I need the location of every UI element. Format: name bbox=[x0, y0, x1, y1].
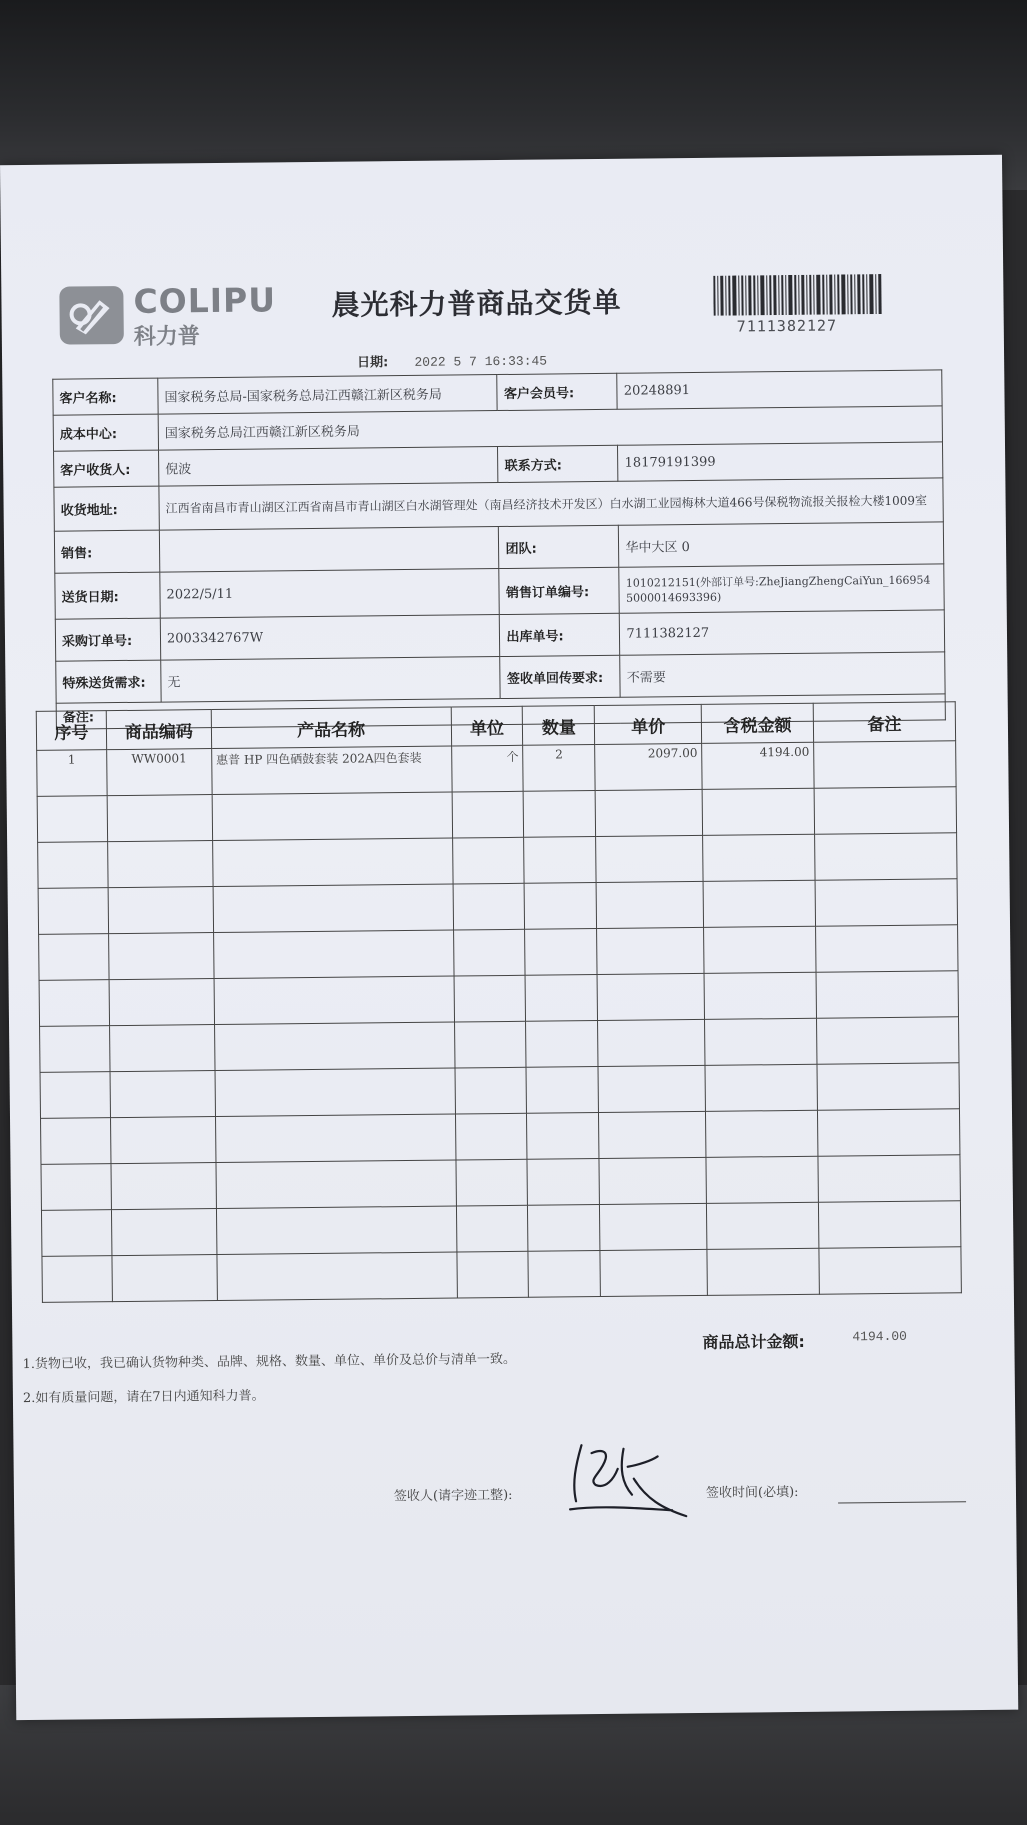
total-label: 商品总计金额: bbox=[702, 1331, 805, 1352]
empty-cell bbox=[817, 1017, 959, 1064]
item-name: 惠普 HP 四色硒鼓套装 202A四色套装 bbox=[211, 746, 451, 795]
empty-cell bbox=[818, 1109, 960, 1156]
sign-time-line bbox=[838, 1501, 966, 1503]
receiver-label: 客户收货人: bbox=[54, 450, 159, 487]
empty-cell bbox=[214, 976, 454, 1025]
document-title: 晨光科力普商品交货单 bbox=[331, 285, 622, 322]
receipt-value: 不需要 bbox=[620, 652, 945, 697]
team-label: 团队: bbox=[499, 525, 619, 568]
empty-cell bbox=[524, 837, 596, 884]
empty-cell bbox=[42, 1256, 112, 1303]
empty-cell bbox=[815, 879, 957, 926]
logo-text-cn: 科力普 bbox=[133, 324, 200, 350]
empty-cell bbox=[525, 975, 597, 1022]
empty-cell bbox=[707, 1248, 819, 1295]
empty-cell bbox=[41, 1210, 111, 1257]
empty-cell bbox=[39, 980, 109, 1027]
contact-value: 18179191399 bbox=[618, 442, 943, 481]
empty-cell bbox=[526, 1021, 598, 1068]
empty-cell bbox=[703, 834, 815, 881]
empty-cell bbox=[215, 1114, 455, 1163]
address-label: 收货地址: bbox=[54, 486, 159, 531]
empty-cell bbox=[41, 1164, 111, 1211]
empty-cell bbox=[599, 1111, 706, 1158]
empty-cell bbox=[212, 792, 452, 841]
empty-cell bbox=[455, 1067, 527, 1114]
empty-cell bbox=[108, 841, 213, 888]
empty-cell bbox=[599, 1157, 706, 1204]
empty-cell bbox=[40, 1072, 110, 1119]
barcode-number: 7111382127 bbox=[736, 316, 838, 336]
cost-center-value: 国家税务总局江西赣江新区税务局 bbox=[158, 406, 942, 450]
item-unit: 个 bbox=[451, 745, 523, 792]
date-value: 2022 5 7 16:33:45 bbox=[414, 353, 548, 370]
contact-label: 联系方式: bbox=[498, 445, 618, 482]
header-name: 产品名称 bbox=[211, 707, 451, 749]
empty-cell bbox=[598, 1065, 705, 1112]
empty-table-row bbox=[42, 1247, 961, 1303]
receiver-value: 倪波 bbox=[158, 447, 498, 487]
customer-name-label: 客户名称: bbox=[53, 378, 158, 415]
empty-cell bbox=[217, 1252, 457, 1301]
empty-cell bbox=[705, 1064, 817, 1111]
colipu-logo bbox=[59, 280, 277, 352]
empty-cell bbox=[38, 842, 108, 889]
empty-cell bbox=[453, 883, 525, 930]
empty-cell bbox=[108, 887, 213, 934]
member-no-value: 20248891 bbox=[617, 370, 942, 409]
signer-label: 签收人(请字迹工整): bbox=[393, 1487, 513, 1505]
empty-cell bbox=[816, 971, 958, 1018]
empty-cell bbox=[455, 1113, 527, 1160]
header-price: 单价 bbox=[595, 704, 702, 744]
empty-cell bbox=[213, 930, 453, 979]
empty-cell bbox=[704, 972, 816, 1019]
empty-cell bbox=[110, 1071, 215, 1118]
empty-cell bbox=[596, 881, 703, 928]
empty-cell bbox=[814, 787, 956, 834]
empty-cell bbox=[819, 1201, 961, 1248]
outbound-label: 出库单号: bbox=[500, 613, 620, 656]
receipt-label: 签收单回传要求: bbox=[500, 655, 620, 698]
empty-cell bbox=[706, 1156, 818, 1203]
empty-cell bbox=[40, 1026, 110, 1073]
sales-order-label: 销售订单编号: bbox=[499, 567, 619, 614]
barcode bbox=[713, 274, 883, 316]
header-qty: 数量 bbox=[523, 706, 595, 746]
empty-cell bbox=[41, 1118, 111, 1165]
empty-cell bbox=[527, 1159, 599, 1206]
empty-cell bbox=[112, 1255, 217, 1302]
order-info-table bbox=[52, 369, 946, 729]
empty-cell bbox=[525, 929, 597, 976]
empty-cell bbox=[110, 1117, 215, 1164]
empty-cell bbox=[706, 1110, 818, 1157]
special-value: 无 bbox=[161, 657, 501, 703]
item-no: 1 bbox=[37, 750, 107, 797]
empty-cell bbox=[597, 927, 704, 974]
note-1: 1.货物已收，我已确认货物种类、品牌、规格、数量、单位、单价及总价与清单一致。 bbox=[22, 1351, 517, 1373]
logo-text-en: COLIPU bbox=[133, 280, 277, 321]
empty-cell bbox=[703, 880, 815, 927]
empty-cell bbox=[524, 791, 596, 838]
empty-cell bbox=[215, 1068, 455, 1117]
header-unit: 单位 bbox=[451, 706, 523, 746]
item-code: WW0001 bbox=[107, 749, 212, 796]
empty-cell bbox=[216, 1206, 456, 1255]
empty-cell bbox=[528, 1251, 600, 1298]
purchase-order-value: 2003342767W bbox=[160, 615, 500, 661]
delivery-note-paper bbox=[0, 155, 1018, 1720]
empty-cell bbox=[819, 1247, 961, 1294]
sales-label: 销售: bbox=[54, 530, 159, 573]
header-code: 商品编码 bbox=[106, 710, 211, 750]
empty-cell bbox=[524, 883, 596, 930]
empty-cell bbox=[597, 973, 704, 1020]
header-amount: 含税金额 bbox=[701, 703, 813, 743]
empty-cell bbox=[702, 788, 814, 835]
header-remark: 备注 bbox=[813, 702, 955, 742]
empty-cell bbox=[214, 1022, 454, 1071]
empty-cell bbox=[455, 1159, 527, 1206]
team-value: 华中大区 0 bbox=[619, 522, 944, 567]
empty-cell bbox=[817, 1063, 959, 1110]
empty-cell bbox=[707, 1202, 819, 1249]
empty-cell bbox=[600, 1249, 707, 1296]
note-2: 2.如有质量问题，请在7日内通知科力普。 bbox=[22, 1388, 265, 1407]
empty-cell bbox=[527, 1113, 599, 1160]
empty-cell bbox=[598, 1019, 705, 1066]
empty-cell bbox=[528, 1205, 600, 1252]
purchase-order-label: 采购订单号: bbox=[55, 618, 160, 661]
delivery-date-value: 2022/5/11 bbox=[160, 569, 500, 619]
empty-cell bbox=[595, 789, 702, 836]
date-row bbox=[357, 350, 547, 371]
logo-mark-icon bbox=[59, 286, 124, 345]
sign-time-label: 签收时间(必填): bbox=[705, 1484, 799, 1501]
date-label: 日期: bbox=[357, 355, 389, 371]
empty-cell bbox=[216, 1160, 456, 1209]
empty-cell bbox=[109, 979, 214, 1026]
address-value: 江西省南昌市青山湖区江西省南昌市青山湖区白水湖管理处（南昌经济技术开发区）白水湖工业园梅林大道466号保税物流报关报检大楼1009室 bbox=[159, 478, 943, 530]
empty-cell bbox=[108, 933, 213, 980]
empty-cell bbox=[456, 1251, 528, 1298]
header-no: 序号 bbox=[36, 711, 106, 751]
empty-cell bbox=[816, 925, 958, 972]
item-price: 2097.00 bbox=[595, 743, 702, 790]
delivery-date-label: 送货日期: bbox=[55, 572, 160, 619]
empty-cell bbox=[596, 835, 703, 882]
empty-cell bbox=[453, 929, 525, 976]
empty-cell bbox=[456, 1205, 528, 1252]
empty-cell bbox=[39, 934, 109, 981]
item-amount: 4194.00 bbox=[702, 742, 814, 789]
empty-cell bbox=[212, 838, 452, 887]
total-value: 4194.00 bbox=[852, 1328, 908, 1345]
empty-cell bbox=[815, 833, 957, 880]
empty-cell bbox=[454, 975, 526, 1022]
empty-cell bbox=[704, 926, 816, 973]
remark-label: 备注: bbox=[56, 694, 945, 729]
empty-cell bbox=[452, 837, 524, 884]
empty-cell bbox=[818, 1155, 960, 1202]
empty-cell bbox=[109, 1025, 214, 1072]
empty-cell bbox=[213, 884, 453, 933]
item-qty: 2 bbox=[523, 745, 595, 792]
empty-cell bbox=[37, 796, 107, 843]
empty-cell bbox=[107, 795, 212, 842]
empty-cell bbox=[454, 1021, 526, 1068]
member-no-label: 客户会员号: bbox=[497, 373, 617, 410]
handwritten-signature bbox=[561, 1438, 692, 1519]
empty-cell bbox=[111, 1163, 216, 1210]
empty-cell bbox=[705, 1018, 817, 1065]
empty-cell bbox=[452, 791, 524, 838]
item-remark bbox=[814, 741, 956, 788]
cost-center-label: 成本中心: bbox=[53, 414, 158, 451]
empty-cell bbox=[600, 1203, 707, 1250]
empty-cell bbox=[38, 888, 108, 935]
customer-name-value: 国家税务总局-国家税务总局江西赣江新区税务局 bbox=[158, 375, 498, 415]
special-label: 特殊送货需求: bbox=[56, 660, 161, 703]
items-table bbox=[36, 701, 962, 1303]
sales-order-value: 1010212151(外部订单号:ZheJiangZhengCaiYun_1669545000014693396) bbox=[619, 564, 944, 613]
sales-value bbox=[159, 527, 499, 573]
outbound-value: 7111382127 bbox=[620, 610, 945, 655]
empty-cell bbox=[111, 1209, 216, 1256]
empty-cell bbox=[526, 1067, 598, 1114]
